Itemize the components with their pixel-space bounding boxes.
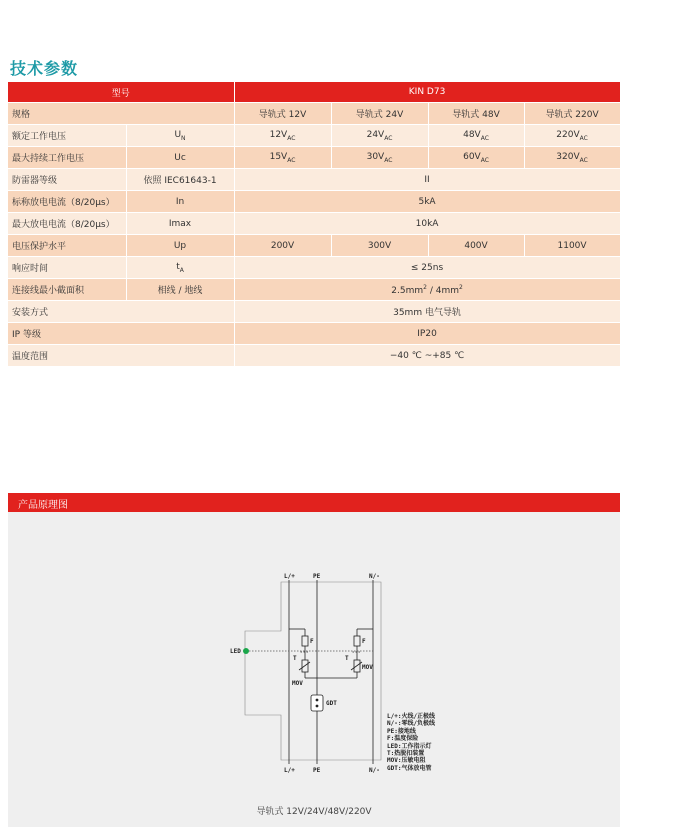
legend-item: T:热脱扣装置: [387, 750, 425, 758]
table-row: [8, 169, 620, 191]
table-row: [8, 301, 620, 323]
row-symbol: In: [126, 191, 234, 213]
label-pe-bottom: PE: [313, 767, 321, 774]
cell: 200V: [234, 235, 331, 257]
label-led: LED: [230, 648, 241, 655]
legend-item: F:温度保险: [387, 735, 419, 743]
section-title: 产品原理图: [18, 500, 68, 511]
model-value: KIN D73: [234, 82, 620, 103]
row-label: 额定工作电压: [8, 125, 126, 147]
cell: $220V_{AC}$: [524, 125, 620, 147]
table-row: [8, 213, 620, 235]
cell: $30V_{AC}$: [331, 147, 428, 169]
cell: 导轨式 220V: [524, 103, 620, 125]
row-symbol: Uc: [126, 147, 234, 169]
cell: 导轨式 12V: [234, 103, 331, 125]
cell: 导轨式 48V: [428, 103, 524, 125]
cell: $24V_{AC}$: [331, 125, 428, 147]
legend-item: GDT:气体放电管: [387, 764, 432, 772]
label-mov-left: MOV: [292, 680, 303, 687]
circuit-diagram: [8, 512, 620, 802]
label-n-top: N/-: [369, 573, 380, 580]
label-t-left: T: [293, 655, 297, 662]
table-row: [8, 279, 620, 301]
legend-item: LED:工作指示灯: [387, 742, 432, 750]
row-label: 连接线最小截面积: [8, 279, 126, 301]
cell: $2.5mm^2 / 4mm^2$: [234, 279, 620, 301]
table-row: [8, 103, 620, 125]
row-symbol: Imax: [126, 213, 234, 235]
fuse-right: [354, 636, 360, 646]
cell: $15V_{AC}$: [234, 147, 331, 169]
row-label: 规格: [8, 103, 234, 125]
diagram-caption: 导轨式 12V/24V/48V/220V: [256, 807, 372, 817]
label-mov-right: MOV: [362, 664, 373, 671]
cell: ≤ 25ns: [234, 257, 620, 279]
row-label: 标称放电电流（8/20μs）: [8, 191, 126, 213]
led-indicator-dot: [243, 648, 249, 654]
legend-item: L/+:火线/正极线: [387, 713, 436, 720]
label-f-left: F: [310, 638, 314, 645]
fuse-left: [302, 636, 308, 646]
table-row: [8, 323, 620, 345]
cell: 导轨式 24V: [331, 103, 428, 125]
diagram-legend: [387, 713, 435, 772]
legend-item: PE:接地线: [387, 727, 416, 735]
table-row: [8, 191, 620, 213]
cell: −40 ℃ ~+85 ℃: [234, 345, 620, 367]
row-symbol: 相线 / 地线: [126, 279, 234, 301]
table-row: [8, 345, 620, 367]
label-f-right: F: [362, 638, 366, 645]
row-symbol: 依照 IEC61643-1: [126, 169, 234, 191]
enclosure-outline: [245, 582, 381, 760]
cell: $320V_{AC}$: [524, 147, 620, 169]
row-label: 最大放电电流（8/20μs）: [8, 213, 126, 235]
table-row: [8, 235, 620, 257]
row-symbol: $U_N$: [126, 125, 234, 147]
principle-panel: [8, 512, 620, 827]
cell: 10kA: [234, 213, 620, 235]
page-title: 技术参数: [10, 59, 79, 78]
cell: 5kA: [234, 191, 620, 213]
row-symbol: Up: [126, 235, 234, 257]
cell: II: [234, 169, 620, 191]
table-header-row: [8, 82, 620, 103]
cell: 35mm 电气导轨: [234, 301, 620, 323]
row-label: 温度范围: [8, 345, 234, 367]
cell: $12V_{AC}$: [234, 125, 331, 147]
label-n-bottom: N/-: [369, 767, 380, 774]
cell: $48V_{AC}$: [428, 125, 524, 147]
cell: IP20: [234, 323, 620, 345]
model-label: 型号: [8, 82, 234, 103]
cell: $60V_{AC}$: [428, 147, 524, 169]
cell: 300V: [331, 235, 428, 257]
label-gdt: GDT: [326, 700, 337, 707]
table-row: [8, 257, 620, 279]
cell: 400V: [428, 235, 524, 257]
label-pe-top: PE: [313, 573, 321, 580]
row-label: 响应时间: [8, 257, 126, 279]
legend-item: N/-:零线/负极线: [387, 720, 436, 728]
cell: 1100V: [524, 235, 620, 257]
section-header-principle: [8, 493, 620, 512]
row-symbol: $t_A$: [126, 257, 234, 279]
label-t-right: T: [345, 655, 349, 662]
row-label: 最大持续工作电压: [8, 147, 126, 169]
spec-table: [8, 82, 621, 367]
row-label: 防雷器等级: [8, 169, 126, 191]
table-row: [8, 147, 620, 169]
row-label: 安装方式: [8, 301, 234, 323]
label-l-top: L/+: [284, 573, 295, 580]
gdt-symbol: [311, 695, 323, 711]
row-label: IP 等级: [8, 323, 234, 345]
row-label: 电压保护水平: [8, 235, 126, 257]
legend-item: MOV:压敏电阻: [387, 757, 426, 765]
table-row: [8, 125, 620, 147]
label-l-bottom: L/+: [284, 767, 295, 774]
